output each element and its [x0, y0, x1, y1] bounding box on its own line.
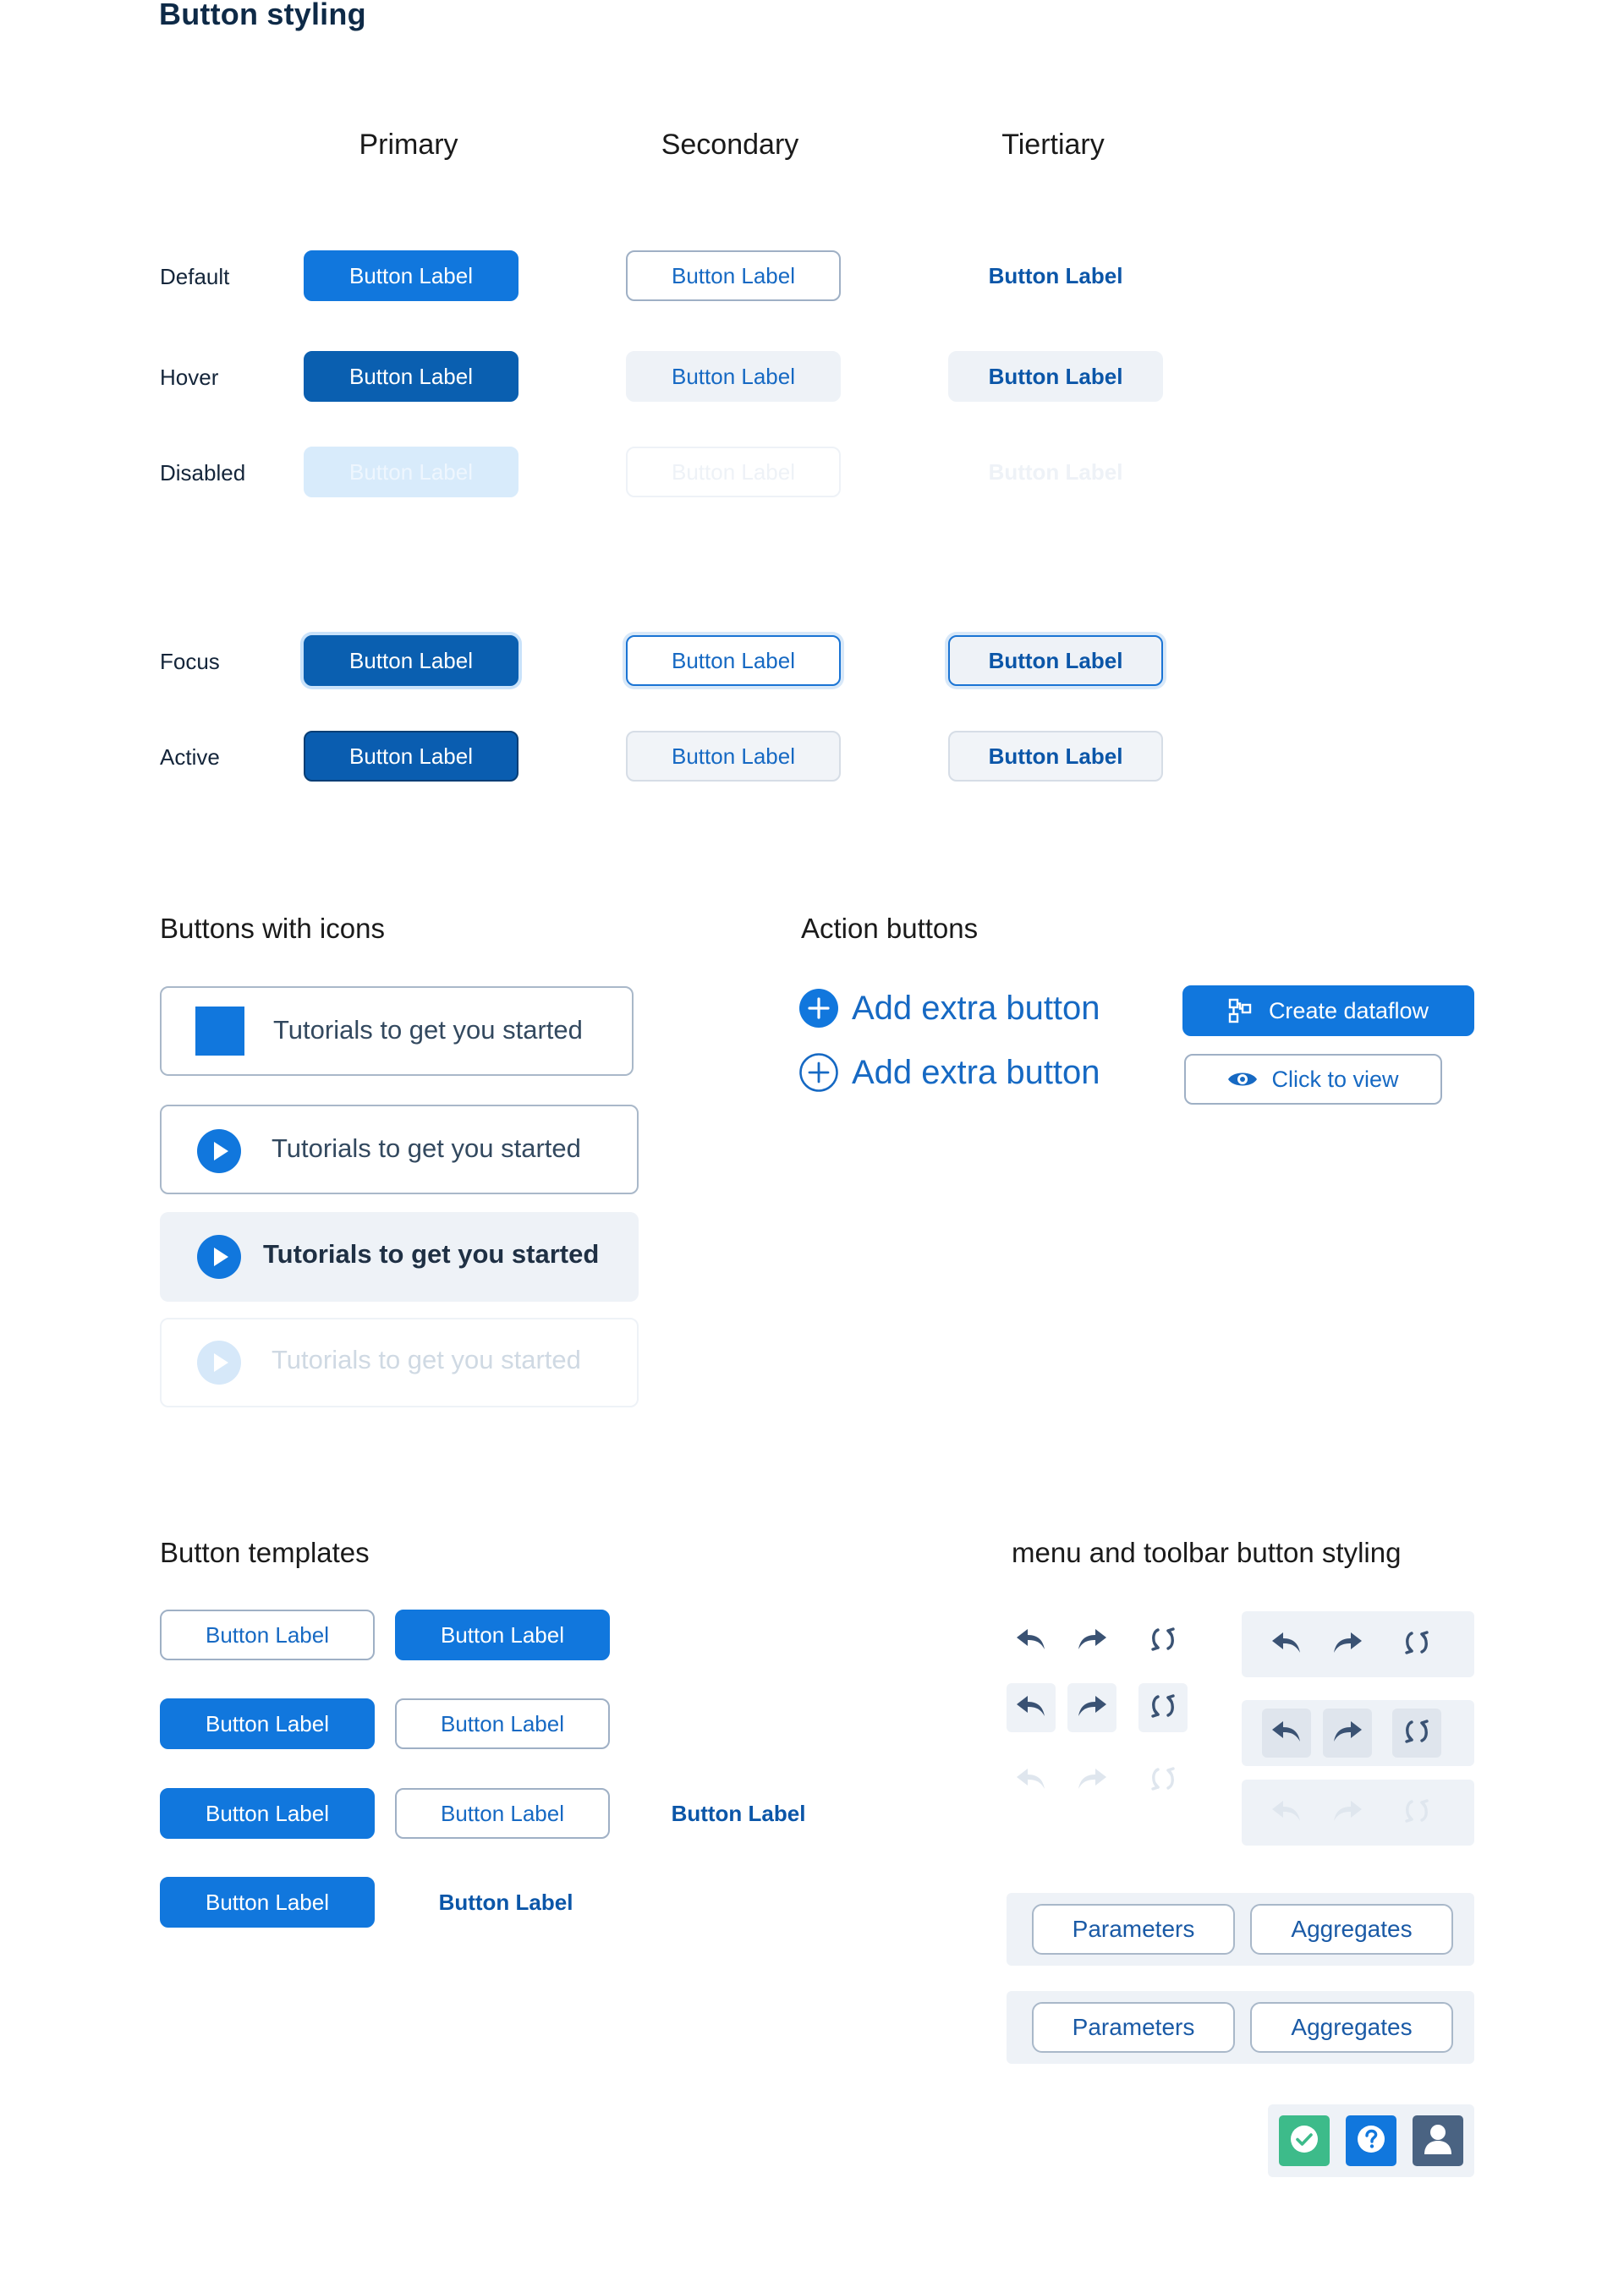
page-title: Button styling — [159, 0, 366, 31]
section-heading-icons: Buttons with icons — [160, 913, 385, 944]
add-extra-button-outline[interactable] — [799, 1051, 1100, 1094]
user-button[interactable] — [1413, 2115, 1463, 2166]
refresh-icon — [1147, 1625, 1179, 1658]
undo-button-disabled[interactable] — [1262, 1788, 1311, 1837]
redo-icon — [1076, 1693, 1108, 1723]
undo-button[interactable] — [1262, 1620, 1311, 1669]
template-primary-button[interactable]: Button Label — [160, 1698, 375, 1749]
redo-icon — [1331, 1719, 1363, 1748]
tertiary-hover-button[interactable]: Button Label — [948, 351, 1163, 402]
undo-icon — [1270, 1798, 1303, 1828]
check-button[interactable] — [1279, 2115, 1330, 2166]
eye-icon — [1227, 1069, 1258, 1089]
help-button[interactable] — [1346, 2115, 1396, 2166]
secondary-focus-button[interactable]: Button Label — [626, 635, 841, 686]
undo-icon — [1015, 1626, 1047, 1656]
undo-button-hover[interactable] — [1007, 1683, 1056, 1732]
refresh-icon — [1401, 1628, 1433, 1661]
redo-button[interactable] — [1067, 1616, 1116, 1665]
tutorial-label: Tutorials to get you started — [263, 1239, 600, 1269]
section-heading-templates: Button templates — [160, 1537, 370, 1568]
column-header-primary: Primary — [359, 129, 458, 161]
add-extra-button-filled[interactable] — [799, 987, 1100, 1029]
secondary-active-button[interactable]: Button Label — [626, 731, 841, 782]
refresh-button-hover[interactable] — [1138, 1683, 1188, 1732]
undo-button[interactable] — [1007, 1616, 1056, 1665]
user-icon — [1423, 2122, 1453, 2160]
template-secondary-button[interactable]: Button Label — [395, 1698, 610, 1749]
tutorial-button-default[interactable] — [160, 1105, 639, 1194]
redo-icon — [1331, 1798, 1363, 1828]
redo-button-disabled[interactable] — [1067, 1756, 1116, 1805]
redo-icon — [1331, 1630, 1363, 1659]
undo-icon — [1270, 1719, 1303, 1748]
play-circle-icon — [197, 1129, 241, 1180]
secondary-hover-button[interactable]: Button Label — [626, 351, 841, 402]
redo-icon — [1076, 1766, 1108, 1796]
tertiary-active-button[interactable]: Button Label — [948, 731, 1163, 782]
template-primary-button[interactable]: Button Label — [160, 1877, 375, 1928]
parameters-tab[interactable]: Parameters — [1032, 2002, 1235, 2053]
toolbar-panel-disabled — [1242, 1780, 1474, 1846]
add-extra-label: Add extra button — [852, 989, 1100, 1027]
primary-disabled-button[interactable]: Button Label — [304, 447, 518, 497]
tutorial-button-square[interactable] — [160, 986, 634, 1076]
primary-hover-button[interactable]: Button Label — [304, 351, 518, 402]
click-to-view-button[interactable] — [1184, 1054, 1442, 1105]
add-extra-label: Add extra button — [852, 1053, 1100, 1091]
column-header-tertiary: Tiertiary — [1001, 129, 1105, 161]
section-heading-actions: Action buttons — [801, 913, 979, 944]
secondary-default-button[interactable]: Button Label — [626, 250, 841, 301]
create-dataflow-button[interactable] — [1182, 985, 1474, 1036]
row-label-hover: Hover — [160, 365, 219, 390]
refresh-button-disabled[interactable] — [1392, 1788, 1441, 1837]
refresh-icon — [1401, 1797, 1433, 1829]
redo-button[interactable] — [1323, 1620, 1372, 1669]
template-tertiary-button[interactable]: Button Label — [438, 1889, 573, 1915]
undo-icon — [1015, 1766, 1047, 1796]
status-icon-panel — [1268, 2104, 1474, 2177]
tertiary-default-button[interactable]: Button Label — [988, 262, 1123, 288]
tab-bar — [1007, 1991, 1474, 2064]
undo-icon — [1270, 1630, 1303, 1659]
row-label-focus: Focus — [160, 649, 220, 674]
click-to-view-label: Click to view — [1271, 1066, 1399, 1092]
play-circle-icon — [197, 1235, 241, 1286]
redo-icon — [1076, 1626, 1108, 1656]
undo-button-disabled[interactable] — [1007, 1756, 1056, 1805]
column-header-secondary: Secondary — [661, 129, 799, 161]
check-circle-icon — [1289, 2124, 1320, 2159]
template-secondary-button[interactable]: Button Label — [160, 1610, 375, 1660]
tutorial-button-disabled[interactable] — [160, 1318, 639, 1407]
primary-active-button[interactable]: Button Label — [304, 731, 518, 782]
redo-button-hover[interactable] — [1323, 1709, 1372, 1758]
tutorial-label: Tutorials to get you started — [272, 1133, 581, 1163]
tutorial-button-hover[interactable] — [160, 1212, 639, 1302]
template-tertiary-button[interactable]: Button Label — [671, 1800, 806, 1826]
tutorial-label: Tutorials to get you started — [272, 1345, 581, 1374]
undo-button-hover[interactable] — [1262, 1709, 1311, 1758]
parameters-tab[interactable]: Parameters — [1032, 1904, 1235, 1955]
refresh-icon — [1401, 1717, 1433, 1750]
dataflow-icon — [1228, 998, 1254, 1023]
help-circle-icon — [1356, 2124, 1386, 2159]
section-heading-toolbar: menu and toolbar button styling — [1012, 1537, 1402, 1568]
tutorial-label: Tutorials to get you started — [273, 1015, 583, 1045]
row-label-default: Default — [160, 264, 230, 289]
tab-bar — [1007, 1893, 1474, 1966]
primary-default-button[interactable]: Button Label — [304, 250, 518, 301]
template-primary-button[interactable]: Button Label — [160, 1788, 375, 1839]
redo-button-disabled[interactable] — [1323, 1788, 1372, 1837]
tertiary-focus-button[interactable]: Button Label — [948, 635, 1163, 686]
template-primary-button[interactable]: Button Label — [395, 1610, 610, 1660]
plus-circle-outline-icon — [799, 1053, 838, 1092]
refresh-button[interactable] — [1138, 1616, 1188, 1665]
row-label-active: Active — [160, 744, 220, 770]
row-label-disabled: Disabled — [160, 460, 246, 485]
create-dataflow-label: Create dataflow — [1268, 997, 1429, 1023]
aggregates-tab[interactable]: Aggregates — [1250, 2002, 1453, 2053]
refresh-button-disabled[interactable] — [1138, 1756, 1188, 1805]
template-secondary-button[interactable]: Button Label — [395, 1788, 610, 1839]
refresh-button-hover[interactable] — [1392, 1709, 1441, 1758]
toolbar-panel-default — [1242, 1611, 1474, 1677]
refresh-icon — [1147, 1764, 1179, 1797]
secondary-disabled-button[interactable]: Button Label — [626, 447, 841, 497]
toolbar-panel-hover — [1242, 1700, 1474, 1766]
plus-circle-icon — [799, 989, 838, 1028]
undo-icon — [1015, 1693, 1047, 1723]
play-circle-icon — [197, 1341, 241, 1391]
aggregates-tab[interactable]: Aggregates — [1250, 1904, 1453, 1955]
refresh-icon — [1147, 1692, 1179, 1725]
refresh-button[interactable] — [1392, 1620, 1441, 1669]
primary-focus-button[interactable]: Button Label — [304, 635, 518, 686]
redo-button-hover[interactable] — [1067, 1683, 1116, 1732]
square-icon — [195, 1007, 244, 1056]
tertiary-disabled-button[interactable]: Button Label — [988, 458, 1123, 485]
